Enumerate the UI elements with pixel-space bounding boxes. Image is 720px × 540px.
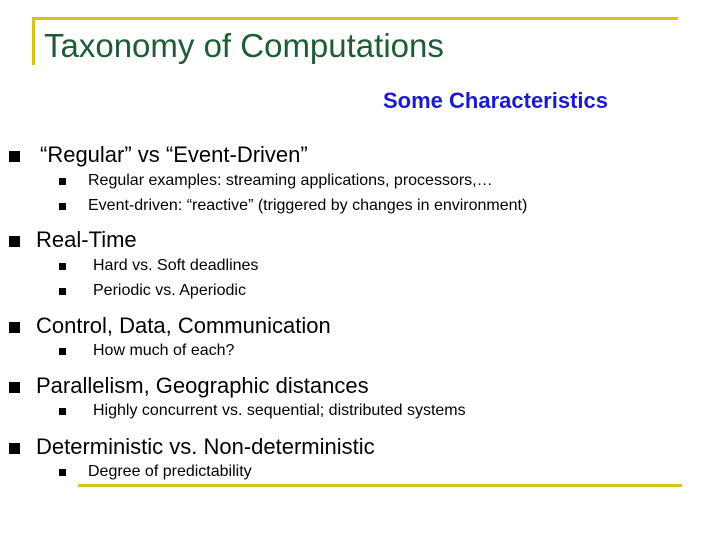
sub-bullet-text: Regular examples: streaming applications, processors,… (88, 172, 493, 189)
bullet-item-text: Parallelism, Geographic distances (36, 373, 369, 398)
square-bullet-icon (59, 263, 66, 270)
square-bullet-icon (59, 408, 66, 415)
square-bullet-icon (9, 236, 20, 247)
square-bullet-icon (59, 469, 66, 476)
slide-subtitle: Some Characteristics (383, 88, 608, 113)
square-bullet-icon (59, 288, 66, 295)
bullet-item-text: Deterministic vs. Non-deterministic (36, 434, 375, 459)
sub-bullet-text: Degree of predictability (88, 463, 252, 480)
sub-bullet-text: How much of each? (93, 342, 235, 359)
square-bullet-icon (9, 151, 20, 162)
frame-bottom-rule (78, 484, 682, 487)
bullet-item-text: Real-Time (36, 227, 137, 252)
square-bullet-icon (59, 348, 66, 355)
slide-title: Taxonomy of Computations (44, 27, 444, 64)
frame-top-rule (32, 17, 678, 20)
square-bullet-icon (59, 203, 66, 210)
square-bullet-icon (9, 443, 20, 454)
sub-bullet-text: Highly concurrent vs. sequential; distributed systems (93, 402, 466, 419)
sub-bullet-text: Periodic vs. Aperiodic (93, 282, 246, 299)
square-bullet-icon (59, 178, 66, 185)
frame-left-rule (32, 17, 35, 65)
square-bullet-icon (9, 322, 20, 333)
bullet-item-text: Control, Data, Communication (36, 313, 331, 338)
sub-bullet-text: Hard vs. Soft deadlines (93, 257, 259, 274)
bullet-item-text: “Regular” vs “Event-Driven” (40, 142, 308, 167)
sub-bullet-text: Event-driven: “reactive” (triggered by changes in environment) (88, 197, 528, 214)
square-bullet-icon (9, 382, 20, 393)
